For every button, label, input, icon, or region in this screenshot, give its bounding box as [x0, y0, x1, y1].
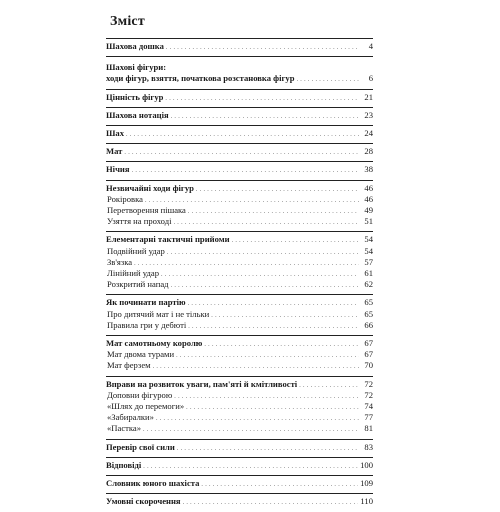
dot-leader	[171, 110, 359, 121]
table-of-contents	[106, 14, 373, 512]
toc-page-number: 6	[368, 73, 373, 84]
toc-page-number: 70	[364, 360, 373, 371]
toc-section	[106, 89, 373, 103]
toc-entry	[106, 234, 373, 245]
toc-section	[106, 439, 373, 453]
toc-entry-label: Мат самотньому королю	[106, 338, 203, 349]
toc-subentry	[106, 257, 373, 268]
toc-subentry	[106, 309, 373, 320]
toc-entry-label: Розкритий напад	[107, 279, 169, 290]
toc-entry-label: ходи фігур, взяття, початкова розстановка фігур	[106, 73, 295, 84]
dot-leader	[186, 401, 359, 412]
toc-page-number: 72	[364, 389, 373, 400]
toc-subentry	[106, 401, 373, 412]
toc-section	[106, 38, 373, 52]
toc-entry-label: Мат	[106, 146, 123, 157]
dot-leader	[188, 320, 359, 331]
dot-leader	[171, 279, 359, 290]
toc-page-number: 38	[364, 164, 373, 175]
dot-leader	[134, 257, 359, 268]
toc-entry-label: Відповіді	[106, 459, 142, 470]
toc-entry-label: Нічия	[106, 164, 130, 175]
toc-section	[106, 125, 373, 139]
dot-leader	[201, 478, 358, 489]
dot-leader	[183, 496, 359, 507]
toc-entry-label: Про дитячий мат і не тільки	[107, 308, 210, 319]
toc-entry-label: Узяття на проході	[107, 216, 172, 227]
toc-page-number: 65	[364, 297, 373, 308]
toc-entry-label: Шахова дошка	[106, 41, 164, 51]
toc-entry-label: Перевір свої сили	[106, 441, 175, 452]
toc-entry	[106, 478, 373, 489]
toc-page-number: 65	[364, 308, 373, 319]
toc-entry-label: Зв'язка	[107, 256, 133, 267]
toc-subentry	[106, 246, 373, 257]
toc-entry-label: Шах	[106, 128, 125, 139]
toc-subentry	[106, 320, 373, 331]
toc-section	[106, 493, 373, 507]
dot-leader	[188, 297, 359, 308]
toc-page-number: 77	[364, 412, 373, 423]
toc-page-number: 110	[360, 496, 373, 507]
toc-entry	[106, 146, 373, 157]
toc-page-number: 83	[364, 441, 373, 452]
toc-section	[106, 475, 373, 489]
toc-entry	[106, 59, 373, 73]
toc-page-number: 61	[364, 268, 373, 279]
toc-subentry	[106, 194, 373, 205]
page-title: Зміст	[110, 14, 145, 29]
dot-leader	[196, 183, 359, 194]
toc-entry-label: Мат ферзем	[107, 360, 151, 371]
toc-entry-label: «Забиралки»	[107, 412, 154, 423]
dot-leader	[153, 360, 359, 371]
dot-leader	[204, 338, 359, 349]
dot-leader	[124, 146, 359, 157]
dot-leader	[174, 216, 360, 227]
dot-leader	[232, 234, 359, 245]
toc-section	[106, 457, 373, 471]
dot-leader	[176, 349, 359, 360]
toc-entry-label: «Шлях до перемоги»	[107, 401, 185, 412]
toc-entry-label: Цінність фігур	[106, 91, 164, 102]
toc-entry-label: Вправи на розвиток уваги, пам'яті й кмітливості	[106, 378, 298, 389]
toc-page-number: 74	[364, 401, 373, 412]
dot-leader	[297, 73, 360, 84]
toc-entry	[106, 110, 373, 121]
toc-entry-label: Правила гри у дебюті	[107, 319, 187, 330]
toc-entry	[106, 338, 373, 349]
dot-leader	[165, 92, 359, 103]
toc-entry-label: Рокіровка	[107, 193, 143, 204]
toc-subentry	[106, 412, 373, 423]
toc-page-number: 28	[364, 146, 373, 157]
toc-page-number: 51	[364, 216, 373, 227]
toc-entry-label: Шахові фігури:	[106, 62, 167, 73]
toc-section	[106, 335, 373, 372]
dot-leader	[167, 246, 359, 257]
toc-subentry	[106, 279, 373, 290]
dot-leader	[161, 268, 359, 279]
toc-page-number: 81	[364, 423, 373, 434]
toc-entry	[106, 460, 373, 471]
toc-entry	[106, 73, 373, 84]
toc-page-number: 23	[364, 109, 373, 120]
toc-page-number: 54	[364, 245, 373, 256]
dot-leader	[143, 460, 358, 471]
toc-page-number: 67	[364, 349, 373, 360]
toc-page-number: 109	[360, 478, 373, 489]
toc-subentry	[106, 268, 373, 279]
toc-page-number: 54	[364, 234, 373, 245]
dot-leader	[143, 423, 359, 434]
toc-subentry	[106, 216, 373, 227]
toc-entry-label: Подвійний удар	[107, 245, 165, 256]
toc-section	[106, 143, 373, 157]
toc-page-number: 100	[360, 459, 373, 470]
toc-entry-label: Незвичайні ходи фігур	[106, 182, 194, 193]
dot-leader	[156, 412, 359, 423]
toc-entry	[106, 379, 373, 390]
toc-subentry	[106, 349, 373, 360]
toc-entry-label: Мат двома турами	[107, 349, 175, 360]
toc-subentry	[106, 360, 373, 371]
toc-entry-label: Лінійний удар	[107, 268, 159, 279]
toc-entry-label: Перетворення пішака	[107, 205, 186, 216]
toc-entry-label: Елементарні тактичні прийоми	[106, 234, 230, 245]
toc-entry	[106, 496, 373, 507]
dot-leader	[188, 205, 359, 216]
dot-leader	[299, 379, 359, 390]
toc-page-number: 46	[364, 182, 373, 193]
toc-entry	[106, 92, 373, 103]
toc-section	[106, 107, 373, 121]
toc-subentry	[106, 205, 373, 216]
dot-leader	[177, 442, 359, 453]
toc-page-number: 21	[364, 91, 373, 102]
toc-entry	[106, 164, 373, 175]
dot-leader	[126, 128, 359, 139]
toc-entry-label: Доповни фігурою	[107, 389, 173, 400]
toc-entry-label: Як починати партію	[106, 297, 186, 308]
toc-page-number: 46	[364, 193, 373, 204]
dot-leader	[132, 164, 359, 175]
toc-entry	[106, 297, 373, 308]
toc-page-number: 62	[364, 279, 373, 290]
dot-leader	[211, 309, 359, 320]
toc-entry	[106, 183, 373, 194]
toc-section	[106, 161, 373, 175]
toc-page-number: 24	[364, 128, 373, 139]
toc-page-number: 67	[364, 338, 373, 349]
toc-page-number: 72	[364, 378, 373, 389]
toc-section	[106, 294, 373, 331]
toc-entry	[106, 442, 373, 453]
toc-page-number: 66	[364, 319, 373, 330]
toc-subentry	[106, 423, 373, 434]
toc-entry-label: «Пастка»	[107, 423, 142, 434]
toc-section	[106, 376, 373, 435]
toc-page-number: 4	[368, 41, 373, 51]
toc-entry	[106, 41, 373, 52]
toc-section	[106, 180, 373, 228]
toc-list	[106, 38, 373, 508]
dot-leader	[174, 390, 359, 401]
toc-page-number: 49	[364, 205, 373, 216]
dot-leader	[145, 194, 359, 205]
toc-entry-label: Умовні скорочення	[106, 496, 181, 507]
toc-page-number: 57	[364, 256, 373, 267]
toc-subentry	[106, 390, 373, 401]
toc-section	[106, 56, 373, 84]
toc-entry-label: Словник юного шахіста	[106, 478, 200, 489]
toc-entry	[106, 128, 373, 139]
dot-leader	[166, 41, 359, 52]
toc-entry-label: Шахова нотація	[106, 109, 169, 120]
dot-leader	[168, 59, 359, 70]
toc-section	[106, 231, 373, 290]
